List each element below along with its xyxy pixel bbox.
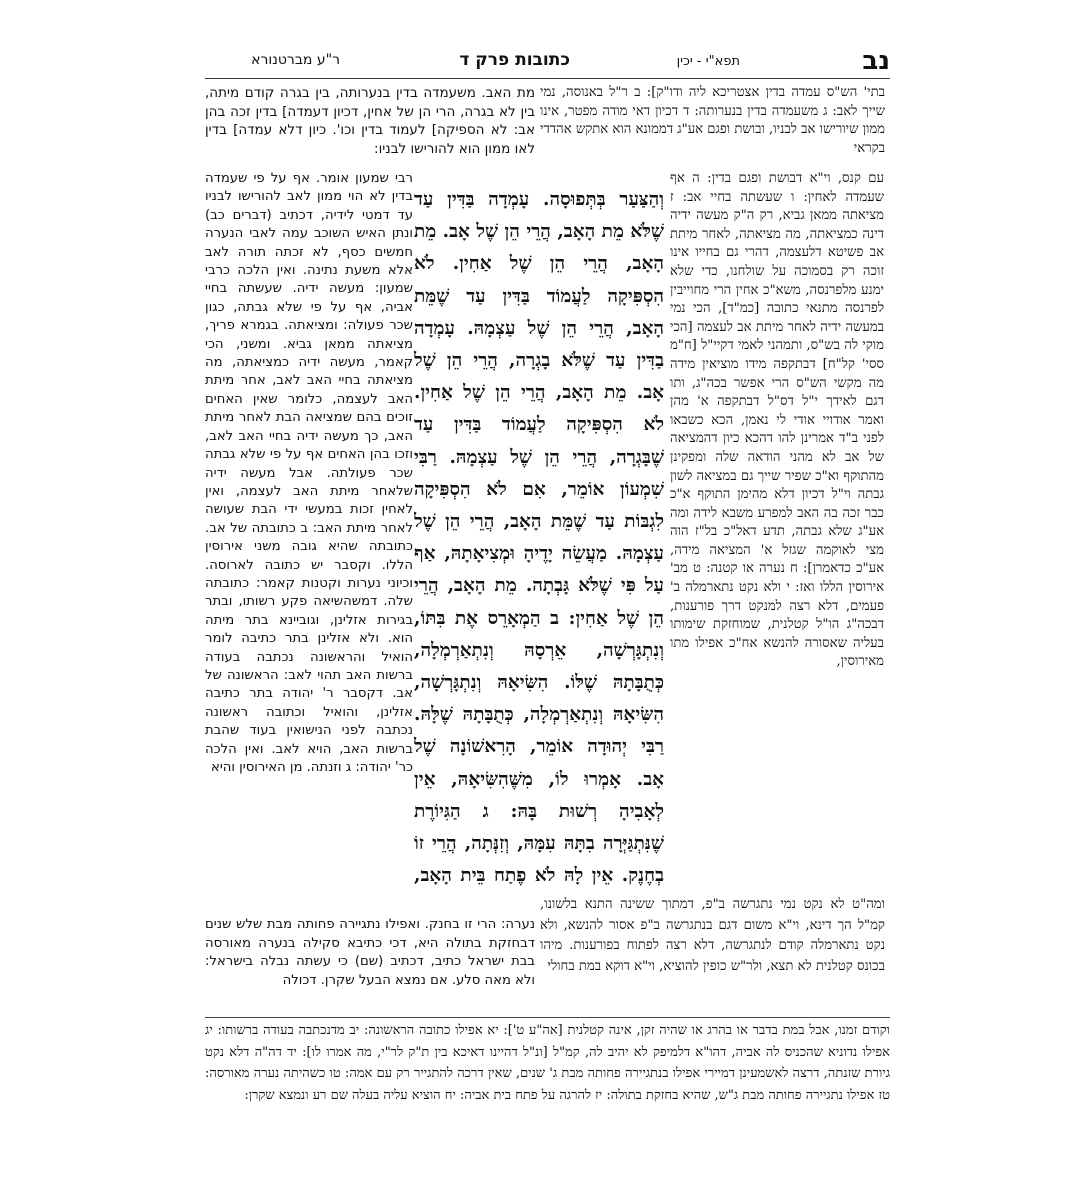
bartenura-top-block: מת האב. משעמדה בדין בנערותה, בין בגרה קודם מיתה, בין לא בגרה, הרי הן של אחין, דכיון דעמדה] בדין זכה בהן אב: לא הספיקה] לעמוד בדין וכו'. כיון דלא עמדה] בדין לאו ממון הוא להורישו לבניו: <box>205 85 535 157</box>
commentary-title: ר"ע מברטנורא <box>251 52 340 68</box>
page-number: נב <box>862 46 890 76</box>
bartenura-bottom-block: נערה: הרי זו בחנק. ואפילו נתגיירה פחותה מבת שלש שנים דבחזקת בתולה היא, דכי כתיבא סקילה בנערה מאורסה בבת ישראל כתיב, דכתיב (שם) כי עשתה נבלה בישראל: ולא מאה סלע. אם נמצא הבעל שקרן. דכולה <box>205 917 535 988</box>
bartenura-left-column: רבי שמעון אומר. אף על פי שעמדה בדין לא הוי ממון לאב להורישו לבניו עד דמטי לידיה, דכתיב (דברים כב) ונתן האיש השוכב עמה לאבי הנערה חמשים כסף, לא זכתה תורה לאב אלא משעת נתינה. ואין הלכה כרבי שמעון: מעשה ידיה. שעשתה בחיי אביה, אף על פי שלא גבתה, כגון שכר פעולה: ומציאתה. בגמרא פריך, מציאתה ממאן גביא. ומשני, הכי קאמר, מעשה ידיה כמציאתה, מה מציאתה בחיי האב לאב, אחר מיתת האב לעצמה, כלומר שאין האחים זוכים בהם שמציאה הבת לאחר מיתת האב, כך מעשה ידיה בחיי האב לאב, וזכו בהן האחים אף על פי שלא גבתה שכר פעולתה. אבל מעשה ידיה שלאחר מיתת האב לעצמה, ואין לאחין זכות במעשי ידי הבת שעושה לאחר מיתת האב: ב כתובתה של אב. כתובתה שהיא גובה משני אירוסין הללו. וקסבר יש כתובה לארוסה. וכיוני נערות וקטנות קאמר: כתובתה שלה. דמשהשיאה פקע רשותו, ובתר בגירות אזלינן, וגוביינא בתר מיתה הוא. ולא אזלינן בתר כתיבה לומר הואיל והראשונה נכתבה בעודה ברשות האב תהוי לאב: הראשונה של אב. דקסבר ר' יהודה בתר כתיבה אזלינן, והואיל וכתובה ראשונה נכתבה לפני הנישואין בעוד שהבת ברשות האב, הויא לאב. ואין הלכה כר' יהודה: ג וזנתה. מן האירוסין והיא <box>205 171 413 775</box>
mishnah-opening: וְהַצַּעַר בְּתְּפוּסָה <box>549 189 664 210</box>
tosafot-bottom-block: ומה"ט לא נקט נמי נתגרשה ב"פ, דמתוך ששינה התנא בלשונו, קמ"ל הך דינא, וי"א משום דגם בנתגרשה ב"פ אסור להנשא, ולא נקט נתארמלה קודם לנתגרשה, דלא רצה לפתוח בפורענות. מיהו בכונס קטלנית לא תצא, ולר"ש כופין להוציא, וי"א דוקא במת בחולי <box>540 897 885 974</box>
footnotes-block: וקודם זמנו, אבל במת בדבר או בהרג או שהיה זקן, אינה קטלנית [אה"ע ט']: יא אפילו כתובה הראשונה: יב מדנכתבה בעודה ברשותו: יג אפילו נדוניא שהכניס לה אביה, דהו"א דלמיפק לא יהיב לה, קמ"ל [ונ"ל דהיינו דאיכא בין ת"ק לר"י, מה אמרו לו]: יד דה"ה דלא נקט גיורת שזנתה, דרצה לאשמעינן דמיירי אפילו בנתגיירה פחותה מבת ג' שנים, שאין דרכה להתגייר רק עם אמה: טו כשהיתה נערה מאורסה: טז אפילו נתגיירה פחותה מבת ג"ש, שהיא בחזקת בתולה: יז להרגה על פתח בית אביה: יח הוציא עליה בעלה שם רע ונמצא שקרן: <box>205 1023 890 1103</box>
mishnah-main-text: וְהַצַּעַר בְּתְּפוּסָה. עָמְדָה בַּדִּין עַד שֶׁלֹּא מֵת הָאָב, הֲרֵי הֵן שֶׁל אָב. מֵת הָאָב, הֲרֵי הֵן שֶׁל אַחִין. לֹא הִסְפִּיקָה לַעֲמוֹד בַּדִּין עַד שֶׁמֵּת הָאָב, הֲרֵי הֵן שֶׁל עַצְמָהּ. עָמְדָה בַדִּין עַד שֶׁלֹּא בָגְרָה, הֲרֵי הֵן שֶׁל אָב. מֵת הָאָב, הֲרֵי הֵן שֶׁל אַחִין. לֹא הִסְפִּיקָה לַעֲמוֹד בַּדִּין עַד שֶׁבָּגְרָה, הֲרֵי הֵן שֶׁל עַצְמָהּ. רַבִּי שִׁמְעוֹן אוֹמֵר, אִם לֹא הִסְפִּיקָה לִגְבּוֹת עַד שֶׁמֵּת הָאָב, הֲרֵי הֵן שֶׁל עַצְמָהּ. מַעֲשֵׂה יָדֶיהָ וּמְצִיאָתָהּ, אַף עַל פִּי שֶׁלֹּא גָּבְתָה. מֵת הָאָב, הֲרֵי הֵן שֶׁל אַחִין: ב הַמְאָרֵס אֶת בִּתּוֹ, וְנִתְגָּרְשָׁה, אֵרְסָהּ וְנִתְאַרְמְלָה, כְּתֻבָּתָהּ שֶׁלּוֹ. הִשִּׂיאָהּ וְנִתְגָּרְשָׁה, הִשִּׂיאָהּ וְנִתְאַרְמְלָה, כְּתֻבָּתָהּ שֶׁלָּהּ. רַבִּי יְהוּדָה אוֹמֵר, הָרִאשׁוֹנָה שֶׁל אָב. אָמְרוּ לוֹ, מִשֶּׁהִשִּׂיאָהּ, אֵין לְאָבִיהָ רְשׁוּת בָּהּ: ג הַגִּיוֹרֶת שֶׁנִּתְגַּיְּרָה בִתָּהּ עִמָּהּ, וְזִנְּתָה, הֲרֵי זוֹ בְחֶנֶק. אֵין לָהּ לֹא פֶתַח בֵּית הָאָב, <box>414 184 664 896</box>
tosafot-right-column: עם קנס, וי"א דבושת ופגם בדין: ה אף שעמדה לאחין: ו שעשתה בחיי אב: ז מציאתה ממאן גביא, רק ה"ק מעשה ידיה דינה כמציאתה, מה מציאתה, לאחר מיתת אב פשיטא דלעצמה, דהרי גם בחייו אינו זוכה רק בסמוכה על שולחנו, כדי שלא ימנע מלפרנסה, משא"כ אחין הרי מחוייבין לפרנסה מתנאי כתובה [כמ"ד], הכי נמי במעשה ידיה לאחר מיתת אב לעצמה [הכי מוקי לה בש"ס, ותמהני לאמי דקיי"ל [ח"מ ססי' קל"ח] דבתקפה מידו מוציאין מידה מה מקשי הש"ס הרי אפשר בכה"ג, ותו דגם לאידך י"ל דס"ל דבתקפה א' מהן ואמר אודויי אודי לי נאמן, הכא כשבאו לפני ב"ד אמרינן להו דהכא כיון דהמציאה של אב לא מהני הודאה שלה ומפקינן מהתוקף וא"כ שפיר שייך גם במציאה לשון גבתה וי"ל דכיון דלא מהימן התוקף א"כ כבר זכה בה האב למפרע משבא לידה ומה אע"ג שלא גבתה, תדע דאל"כ בל"ז הוה מצי לאוקמה שגזל א' המציאה מידה, אע"כ כדאמרן]: ח נערה או קטנה: ט מב' אירוסין הללו ואז: י ולא נקט נתארמלה ב' פעמים, דלא רצה למנקט דרך פורענות, דבכה"ג הו"ל קטלנית, שמוחזקת שימותו בעליה שאסורה להנשא אח"כ אפילו מתו מאירוסין, <box>670 171 884 670</box>
mishnah-body: עָמְדָה בַּדִּין עַד שֶׁלֹּא מֵת הָאָב, הֲרֵי הֵן שֶׁל אָב. מֵת הָאָב, הֲרֵי הֵן שֶׁל אַחִין. לֹא הִסְפִּיקָה לַעֲמוֹד בַּדִּין עַד שֶׁמֵּת הָאָב, הֲרֵי הֵן שֶׁל עַצְמָהּ. עָמְדָה בַדִּין עַד שֶׁלֹּא בָגְרָה, הֲרֵי הֵן שֶׁל אָב. מֵת הָאָב, הֲרֵי הֵן שֶׁל אַחִין. לֹא הִסְפִּיקָה לַעֲמוֹד בַּדִּין עַד שֶׁבָּגְרָה, הֲרֵי הֵן שֶׁל עַצְמָהּ. רַבִּי שִׁמְעוֹן אוֹמֵר, אִם לֹא הִסְפִּיקָה לִגְבּוֹת עַד שֶׁמֵּת הָאָב, הֲרֵי הֵן שֶׁל עַצְמָהּ. מַעֲשֵׂה יָדֶיהָ וּמְצִיאָתָהּ, אַף עַל פִּי שֶׁלֹּא גָּבְתָה. מֵת הָאָב, הֲרֵי הֵן שֶׁל אַחִין: ב הַמְאָרֵס אֶת בִּתּוֹ, וְנִתְגָּרְשָׁה, אֵרְסָהּ וְנִתְאַרְמְלָה, כְּתֻבָּתָהּ שֶׁלּוֹ. הִשִּׂיאָהּ וְנִתְגָּרְשָׁה, הִשִּׂיאָהּ וְנִתְאַרְמְלָה, כְּתֻבָּתָהּ שֶׁלָּהּ. רַבִּי יְהוּדָה אוֹמֵר, הָרִאשׁוֹנָה שֶׁל אָב. אָמְרוּ לוֹ, מִשֶּׁהִשִּׂיאָהּ, אֵין לְאָבִיהָ רְשׁוּת בָּהּ: ג הַגִּיוֹרֶת שֶׁנִּתְגַּיְּרָה בִתָּהּ עִמָּהּ, וְזִנְּתָה, הֲרֵי זוֹ בְחֶנֶק. אֵין לָהּ לֹא פֶתַח בֵּית הָאָב, <box>414 189 664 887</box>
tosafot-top-block: בתי' הש"ס עמדה בדין אצטריכא ליה ודו"ק]: ב ר"ל באנוסה, נמי שייך לאב: ג משעמדה בדין בנערותה: ד דכיון דאי מודה מפטר, אינו ממון שיורישו אב לבניו, ובושת ופגם אע"ג דממונא הוא אתקש אהדדי בקראי <box>540 85 885 156</box>
page-header <box>210 46 890 78</box>
footnote-divider <box>205 1017 890 1018</box>
header-divider <box>205 78 890 79</box>
running-range: תפא"י - יכין <box>676 54 740 69</box>
page-title: כתובות פרק ד <box>459 50 570 70</box>
